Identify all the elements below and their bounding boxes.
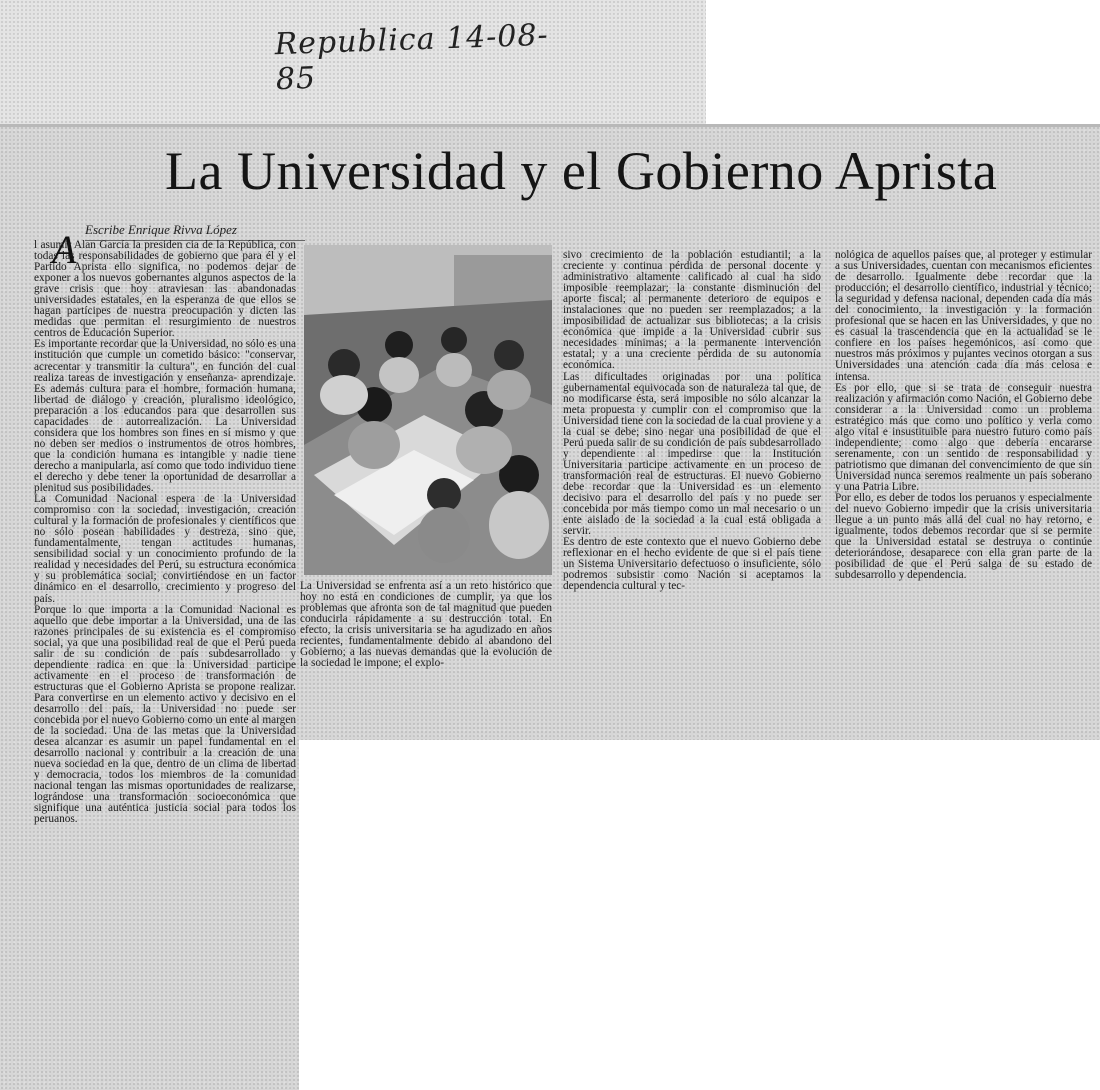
- article-headline: La Universidad y el Gobierno Aprista: [165, 141, 998, 201]
- classroom-photo-icon: [304, 245, 552, 575]
- handwritten-date-note: Republica 14-08-85: [274, 17, 550, 98]
- article-column-2: La Universidad se enfrenta así a un reto histórico que hoy no está en condiciones de cumplir, ya que los problemas que afronta son de tal magnitud que pueden conducirla rápidamente a su destrucción total. En efecto, la crisis universitaria se ha agudizado en años recientes, fundamentalmente debido al abandono del Gobierno; a las nuevas demandas que la evolución de la sociedad le impone; el explo-: [300, 581, 552, 670]
- article-byline: Escribe Enrique Rivva López: [85, 222, 305, 241]
- paper-fold-edge: [0, 124, 1100, 127]
- article-column-4: nológica de aquellos países que, al proteger y estimular a sus Universidades, cuentan con mecanismos eficientes de desarrollo. Igualmente debe recordar que la producción; el desarrollo científico, industrial y técnico; la seguridad y defensa nacional, dependen cada día más del conocimiento, la investigación y la formación profesional que se hacen en las Universidades, y que no es casual la trascendencia que en la actualidad se le confiere en los países hegemónicos, así como que nuestros más próximos y pujantes vecinos otorgan a sus Universidades una atención cada día más celosa e intensa. Es por ello, que si se trata de conseguir nuestra realización y afirmación como Nación, el Gobierno debe considerar a la Universidad como un problema estratégico más que como uno político y verla como algo vital e insustituible para nuestro futuro como país independiente; como algo que debería encararse serenamente, con un sentido de responsabilidad y patriotismo que dimanan del convencimiento de que sin Universidad nunca seremos realmente un país soberano y una Patria Libre. Por ello, es deber de todos los peruanos y especialmente del nuevo Gobierno impedir que la crisis universitaria llegue a un punto más allá del cual no hay retorno, e igualmente, todos debemos recordar que si se permite que la Universidad estatal se destruya o continúe deteriorándose, desaparece con ella gran parte de la posibilidad de que el Perú salga de su estado de subdesarrollo y dependencia.: [835, 250, 1092, 582]
- article-column-1: l asumir Alan García la presiden cia de la República, con todas las responsabilidades de gobierno que para él y el Partido Aprista ello significa, no podemos dejar de exponer a los nuevos gobernantes algunos aspectos de la grave crisis que hoy atraviesan las abandonadas universidades estatales, en la esperanza de que ellos se hagan partícipes de nuestra preocupación y dicten las medidas que permitan el resurgimiento de nuestros centros de Educación Superior. Es importante recordar que la Universidad, no sólo es una institución que cumple un cometido básico: "conservar, acrecentar y transmitir la cultura", en función del cual realiza tareas de investigación y enseñanza- aprendizaje. Es además cultura para el hombre, formación humana, libertad de diálogo y creación, pluralismo ideológico, preparación a los educandos para que desarrollen sus capacidades de autorrealización. La Universidad considera que los hombres son fines en sí mismo y que no deben ser medios o instrumentos de otros hombres, que la condición humana es intangible y nadie tiene derecho a manipularla, así como que todo individuo tiene el derecho y debe tener la oportunidad de desarrollar a plenitud sus posibilidades. La Comunidad Nacional espera de la Universidad compromiso con la sociedad, investigación, creación cultural y la formación de profesionales y científicos que no sólo posean habilidades y destreza, sino que, fundamentalmente, tengan actitudes humanas, sensibilidad social y un conocimiento profundo de la realidad y necesidades del Perú, su estructura económica y su problemática social; convirtiéndose en un factor dinámico en el desarrollo, crecimiento y progreso del país. Porque lo que importa a la Comunidad Nacional es aquello que debe importar a la Universidad, una de las razones principales de su existencia es el compromiso social, ya que una posibilidad real de que el Perú pueda salir de su condición de país subdesarrollado y dependiente radica en que la Universidad participe activamente en el proceso de transformación de estructuras que el Gobierno Aprista se propone realizar. Para convertirse en un elemento activo y decisivo en el desarrollo del país, la Universidad no puede ser concebida por el nuevo Gobierno como un ente al margen de la sociedad. Una de las metas que la Universidad desea alcanzar es asumir un papel fundamental en el desarrollo nacional y contribuir a la creación de una nueva sociedad en la que, dentro de un clima de libertad y democracia, todos los miembros de la comunidad nacional tengan las mismas oportunidades de realizarse, lográndose una transformación socioeconómica que signifique una auténtica justicia social para todos los peruanos.: [34, 240, 296, 826]
- article-column-3: sivo crecimiento de la población estudiantil; a la creciente y continua pérdida de personal docente y administrativo altamente calificado al cual ha sido imposible reemplazar; la constante disminución del aporte fiscal; al permanente deterioro de equipos e instalaciones que no pueden ser reemplazados; a la imposibilidad de actualizar sus bibliotecas; a la crisis económica que impide a la Universidad cubrir sus necesidades mínimas; a la permanente intervención estatal; y a una creciente pérdida de su autonomía económica. Las dificultades originadas por una política gubernamental equivocada son de naturaleza tal que, de no modificarse ésta, será imposible no sólo alcanzar la meta propuesta y cumplir con el compromiso que la Universidad tiene con la sociedad de la cual proviene y a la cual se debe; sino negar una posibilidad de que el Perú pueda salir de su condición de país subdesarrollado y dependiente al impedirse que la Institución Universitaria participe activamente en un proceso de transformación real de estructuras. El nuevo Gobierno debe recordar que la Universidad es un elemento decisivo para el desarrollo del país y no puede ser concebida por más tiempo como un mal necesario o un ente aislado de la sociedad a la cual está obligada a servir. Es dentro de este contexto que el nuevo Gobierno debe reflexionar en el hecho evidente de que si el país tiene un Sistema Universitario defectuoso o insuficiente, sólo podremos subsistir como Nación si aceptamos la dependencia cultural y tec-: [563, 250, 821, 593]
- drop-cap-letter: A: [52, 227, 77, 272]
